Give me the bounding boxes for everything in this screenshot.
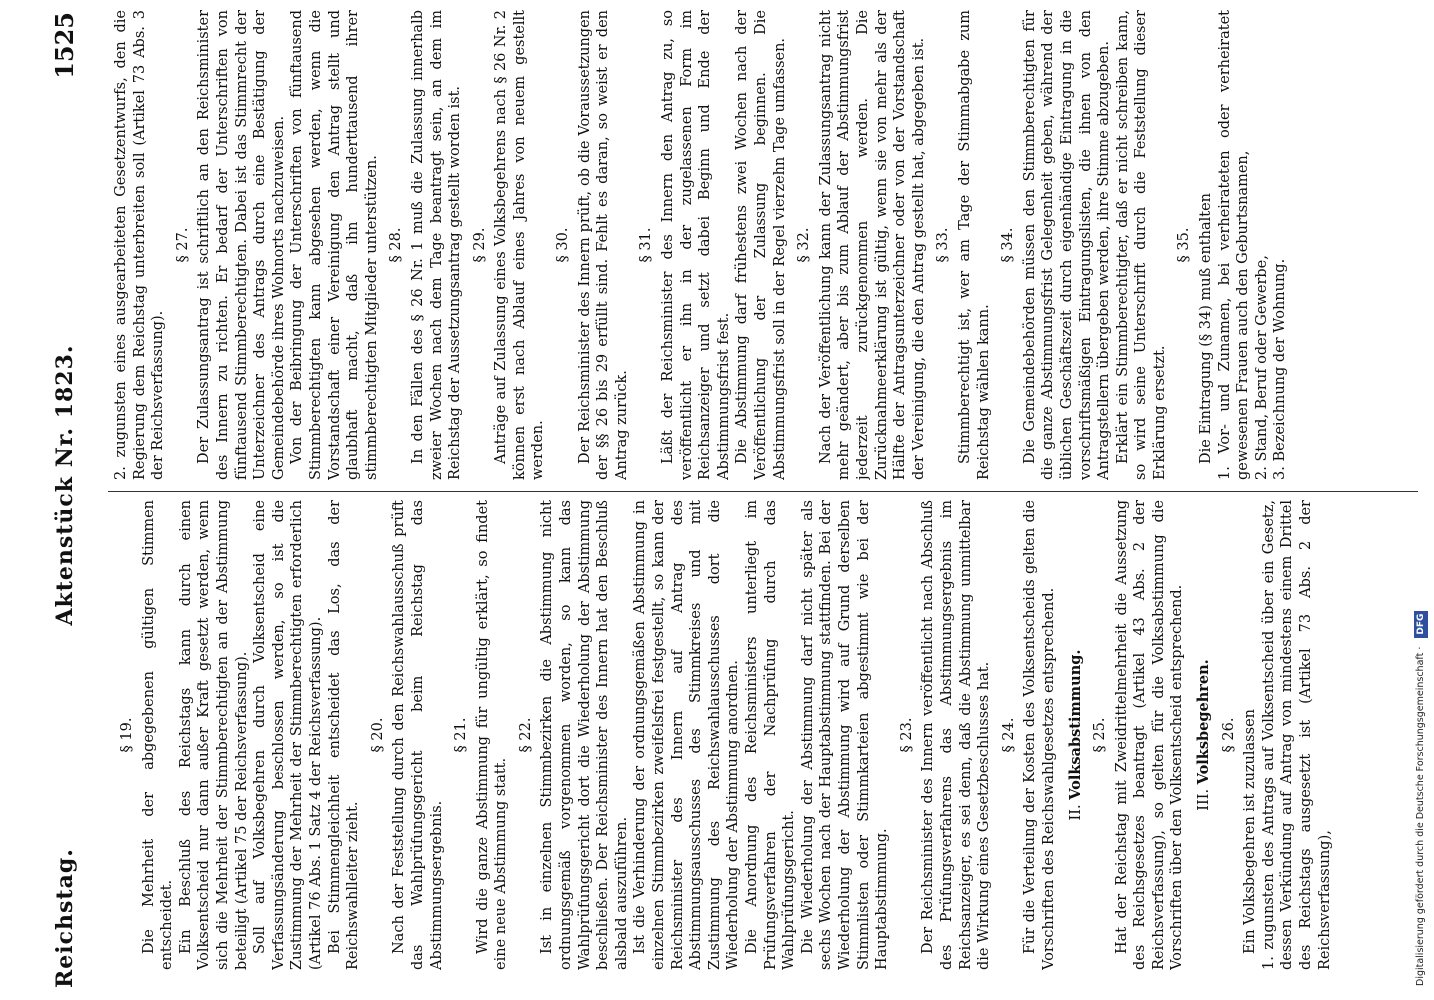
- section-heading: § 32.: [796, 227, 813, 263]
- section-heading: § 24.: [1000, 717, 1017, 753]
- part-title: Volksabstimmung.: [1066, 649, 1084, 800]
- header-left: Reichstag.: [52, 848, 78, 988]
- part-title: Volksbegehren.: [1195, 659, 1213, 785]
- list-item: 1. zugunsten des Antrags auf Volksentscheid über ein Gesetz, dessen Verkündung auf Antrag von mindestens einem Drittel des Reichstags ausgesetzt ist (Artikel 73 Abs. 2 der Reichsverfassung),: [1260, 500, 1333, 970]
- section-heading: § 35.: [1176, 227, 1193, 263]
- section-heading: § 22.: [517, 717, 534, 753]
- section-heading: § 19.: [119, 717, 135, 753]
- section-heading: § 27.: [174, 227, 191, 263]
- section-heading: § 34.: [1000, 227, 1017, 263]
- paragraph: Der Reichsminister des Innern prüft, ob die Voraussetzungen der §§ 26 bis 29 erfüllt sind. Fehlt es daran, so weist er den Antrag zurück.: [576, 10, 630, 480]
- paragraph: Nach der Feststellung durch den Reichswahlausschuß prüft das Wahlprüfungsgericht beim Reichstag das Abstimmungsergebnis.: [391, 500, 445, 970]
- section-heading: § 31.: [638, 227, 655, 263]
- right-column: [112, 10, 1412, 480]
- part-heading: [1067, 500, 1086, 970]
- paragraph: Wird die ganze Abstimmung für ungültig erklärt, so findet eine neue Abstimmung statt.: [474, 500, 510, 970]
- page-number: 1525: [50, 12, 79, 79]
- page-header: [30, 0, 100, 1000]
- paragraph: In den Fällen des § 26 Nr. 1 muß die Zulassung innerhalb zweier Wochen nach dem Tage beantragt sein, an dem im Reichstag der Aussetzungsantrag gestellt worden ist.: [409, 10, 464, 480]
- column-divider: [108, 491, 1418, 492]
- paragraph: Ein Volksbegehren ist zuzulassen: [1242, 709, 1259, 954]
- section-heading: § 21.: [453, 717, 470, 753]
- paragraph: Die Mehrheit der abgegebenen gültigen Stimmen entscheidet.: [140, 500, 176, 970]
- paragraph: Bei Stimmengleichheit entscheidet das Los, das der Reichswahlleiter zieht.: [326, 500, 362, 970]
- paragraph: Der Zulassungsantrag ist schriftlich an den Reichsminister des Innern zu richten. Er bedarf der Unterschriften von fünftausend Stimmberechtigten. Dabei ist das Stimmrecht der Unterzeichner des Antrags durch eine Bestätigung der Gemeindebehörde ihres Wohnorts nachzuweisen.: [196, 10, 287, 480]
- paragraph: Die Gemeindebehörden müssen den Stimmberechtigten für die ganze Abstimmungsfrist Gelegenheit geben, während der üblichen Geschäftszeit durch eigenhändige Eintragung in die vorschriftsmäßigen Eintragungslisten, die ihnen von den Antragstellern übergeben werden, ihre Stimme abzugeben.: [1021, 10, 1113, 480]
- section-heading: § 28.: [388, 227, 405, 263]
- paragraph: Die Anordnung des Reichsministers unterliegt im Prüfungsverfahren der Nachprüfung durch das Wahlprüfungsgericht.: [744, 500, 798, 970]
- part-number: III.: [1196, 788, 1213, 811]
- paragraph: Hat der Reichstag mit Zweidrittelmehrheit die Aussetzung des Reichsgesetzes beantragt (Artikel 43 Abs. 2 der Reichsverfassung), so gelten für die Volksabstimmung die Vorschriften über den Volksentscheid entsprechend.: [1113, 500, 1186, 970]
- paragraph: Der Reichsminister des Innern veröffentlicht nach Abschluß des Prüfungsverfahrens das Abstimmungsergebnis im Reichsanzeiger, es sei denn, daß die Abstimmung unmittelbar die Wirkung eines Gesetzbeschlusses hat.: [920, 500, 993, 970]
- section-heading: § 30.: [555, 227, 572, 263]
- paragraph: Stimmberechtigt ist, wer am Tage der Stimmabgabe zum Reichstag wählen kann.: [956, 10, 992, 480]
- paragraph: Für die Verteilung der Kosten des Volksentscheids gelten die Vorschriften des Reichswahlgesetzes entsprechend.: [1022, 500, 1057, 970]
- section-heading: § 25.: [1092, 717, 1109, 753]
- section-heading: § 20.: [369, 717, 386, 753]
- paragraph: Von der Beibringung der Unterschriften von fünftausend Stimmberechtigten kann abgesehen werden, wenn die Vorstandschaft einer Vereinigung den Antrag stellt und glaubhaft macht, daß ihn hunderttausend ihrer stimmberechtigten Mitglieder unterstützen.: [289, 10, 380, 480]
- part-number: II.: [1067, 804, 1084, 821]
- paragraph: Erklärt ein Stimmberechtigter, daß er nicht schreiben kann, so wird seine Unterschrift durch die Feststellung dieser Erklärung ersetzt.: [1114, 10, 1168, 480]
- list-item: 1. Vor- und Zunamen, bei verheirateten oder verheiratet gewesenen Frauen auch den Geburtsnamen,: [1216, 10, 1252, 480]
- digitization-text: Digitalisierung gefördert durch die Deutsche Forschungsgemeinschaft ·: [1415, 646, 1426, 986]
- left-column: [112, 500, 1412, 970]
- section-heading: § 33.: [935, 227, 952, 263]
- dfg-logo: DFG: [1414, 611, 1428, 638]
- paragraph: Die Eintragung (§ 34) muß enthalten: [1198, 193, 1215, 464]
- section-heading: § 26.: [1220, 717, 1237, 753]
- digitization-note: [1408, 0, 1434, 1000]
- paragraph: Die Abstimmung darf frühestens zwei Wochen nach der Veröffentlichung der Zulassung beginnen. Die Abstimmungsfrist soll in der Regel vierzehn Tage umfassen.: [734, 10, 788, 480]
- paragraph: Anträge auf Zulassung eines Volksbegehrens nach § 26 Nr. 2 können erst nach Ablauf eines Jahres von neuem gestellt werden.: [493, 10, 547, 480]
- list-item: 2. Stand, Beruf oder Gewerbe,: [1253, 255, 1270, 480]
- list-item: 2. zugunsten eines ausgearbeiteten Gesetzentwurfs, den die Regierung dem Reichstag unterbreiten soll (Artikel 73 Abs. 3 der Reichsverfassung).: [113, 10, 167, 480]
- header-title: Aktenstück Nr. 1823.: [52, 344, 78, 626]
- paragraph: Soll auf Volksbegehren durch Volksentscheid eine Verfassungsänderung beschlossen werden, so ist die Zustimmung der Mehrheit der Stimmberechtigten erforderlich (Artikel 76 Abs. 1 Satz 4 der Reichsverfassung).: [252, 500, 324, 970]
- section-heading: § 29.: [471, 227, 488, 263]
- paragraph: Die Wiederholung der Abstimmung darf nicht später als sechs Wochen nach der Hauptabstimmung stattfinden. Bei der Wiederholung der Abstimmung wird auf Grund derselben Stimmlisten oder Stimmkarteien abgestimmt wie bei der Hauptabstimmung.: [799, 500, 891, 970]
- part-heading: [1195, 500, 1214, 970]
- list-item: 3. Bezeichnung der Wohnung.: [1272, 258, 1289, 480]
- paragraph: Ein Beschluß des Reichstags kann durch einen Volksentscheid nur dann außer Kraft gesetzt werden, wenn sich die Mehrheit der Stimmberechtigten an der Abstimmung beteiligt (Artikel 75 der Reichsverfassung).: [177, 500, 250, 970]
- section-heading: § 23.: [898, 717, 915, 753]
- paragraph: Ist in einzelnen Stimmbezirken die Abstimmung nicht ordnungsgemäß vorgenommen worden, so kann das Wahlprüfungsgericht dort die Wiederholung der Abstimmung beschließen. Der Reichsminister des Innern hat den Beschluß alsbald auszuführen.: [539, 500, 630, 970]
- paragraph: Nach der Veröffentlichung kann der Zulassungsantrag nicht mehr geändert, aber bis zum Ablauf der Abstimmungsfrist jederzeit zurückgenommen werden. Die Zurücknahmeerklärung ist gültig, wenn sie von mehr als der Hälfte der Antragsunterzeichner oder von der Vorstandschaft der Vereinigung, die den Antrag gestellt hat, abgegeben ist.: [817, 10, 927, 480]
- paragraph: Ist die Verhinderung der ordnungsgemäßen Abstimmung in einzelnen Stimmbezirken zweifelsfrei festgestellt, so kann der Reichsminister des Innern auf Antrag des Abstimmungsausschusses des Stimmkreises und mit Zustimmung des Reichswahlausschusses dort die Wiederholung der Abstimmung anordnen.: [632, 500, 742, 970]
- paragraph: Läßt der Reichsminister des Innern den Antrag zu, so veröffentlicht er ihn in der zugelassenen Form im Reichsanzeiger und setzt dabei Beginn und Ende der Abstimmungsfrist fest.: [660, 10, 732, 480]
